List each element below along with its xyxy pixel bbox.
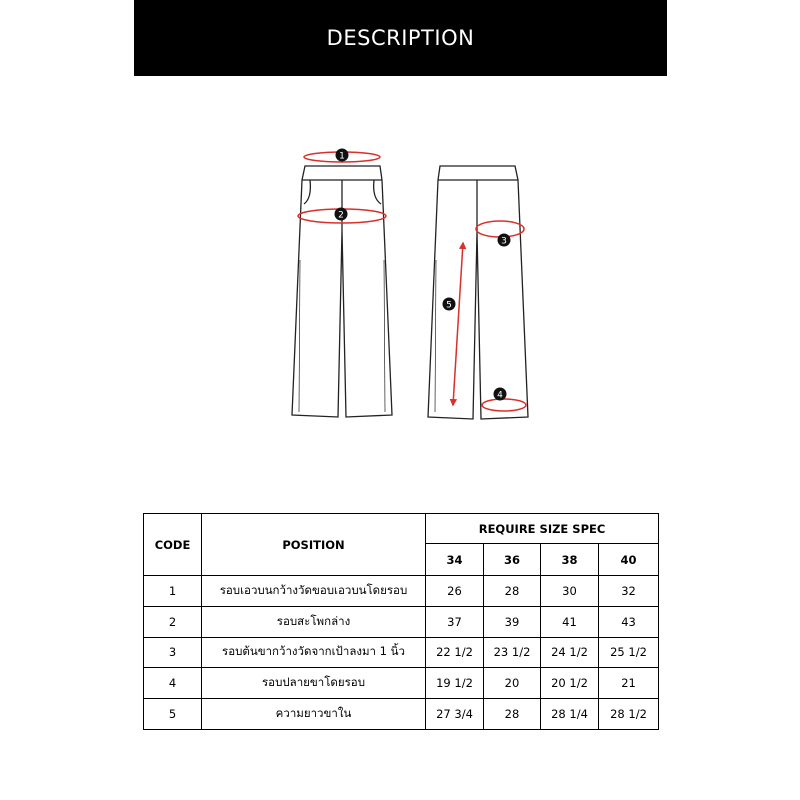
- svg-text:5: 5: [446, 300, 452, 311]
- value-cell: 28 1/4: [541, 699, 599, 730]
- value-cell: 28: [484, 576, 541, 607]
- size-header: 38: [541, 544, 599, 576]
- page-title: DESCRIPTION: [326, 26, 475, 50]
- value-cell: 27 3/4: [426, 699, 484, 730]
- table-row: [144, 668, 659, 699]
- value-cell: 43: [599, 606, 659, 637]
- value-cell: 19 1/2: [426, 668, 484, 699]
- position-header: POSITION: [202, 514, 426, 576]
- marker-1-icon: [336, 149, 349, 162]
- header-bar: [134, 0, 667, 76]
- front-pants-drawing: [292, 166, 392, 417]
- marker-5-icon: [443, 298, 456, 311]
- code-cell: 3: [144, 637, 202, 668]
- value-cell: 23 1/2: [484, 637, 541, 668]
- position-cell: รอบปลายขาโดยรอบ: [202, 668, 426, 699]
- value-cell: 26: [426, 576, 484, 607]
- size-header: 36: [484, 544, 541, 576]
- value-cell: 21: [599, 668, 659, 699]
- table-row: [144, 576, 659, 607]
- value-cell: 28 1/2: [599, 699, 659, 730]
- marker-3-icon: [498, 234, 511, 247]
- table-row: [144, 699, 659, 730]
- value-cell: 20 1/2: [541, 668, 599, 699]
- size-spec-header: REQUIRE SIZE SPEC: [426, 514, 659, 544]
- table-row: [144, 606, 659, 637]
- size-header: 40: [599, 544, 659, 576]
- svg-text:4: 4: [497, 390, 503, 401]
- back-pants-drawing: [428, 166, 528, 419]
- svg-text:3: 3: [501, 236, 507, 247]
- pants-measurement-diagram: [0, 130, 800, 430]
- value-cell: 28: [484, 699, 541, 730]
- position-cell: รอบสะโพกล่าง: [202, 606, 426, 637]
- code-cell: 5: [144, 699, 202, 730]
- size-header: 34: [426, 544, 484, 576]
- value-cell: 30: [541, 576, 599, 607]
- value-cell: 22 1/2: [426, 637, 484, 668]
- value-cell: 20: [484, 668, 541, 699]
- code-header: CODE: [144, 514, 202, 576]
- table-row: [144, 637, 659, 668]
- position-cell: รอบต้นขากว้างวัดจากเป้าลงมา 1 นิ้ว: [202, 637, 426, 668]
- code-cell: 1: [144, 576, 202, 607]
- marker-2-icon: [335, 208, 348, 221]
- code-cell: 4: [144, 668, 202, 699]
- code-cell: 2: [144, 606, 202, 637]
- value-cell: 37: [426, 606, 484, 637]
- value-cell: 39: [484, 606, 541, 637]
- svg-text:1: 1: [339, 151, 345, 162]
- svg-text:2: 2: [338, 210, 344, 221]
- size-spec-table: [143, 513, 659, 730]
- position-cell: ความยาวขาใน: [202, 699, 426, 730]
- value-cell: 32: [599, 576, 659, 607]
- marker-4-icon: [494, 388, 507, 401]
- value-cell: 25 1/2: [599, 637, 659, 668]
- position-cell: รอบเอวบนกว้างวัดขอบเอวบนโดยรอบ: [202, 576, 426, 607]
- value-cell: 24 1/2: [541, 637, 599, 668]
- value-cell: 41: [541, 606, 599, 637]
